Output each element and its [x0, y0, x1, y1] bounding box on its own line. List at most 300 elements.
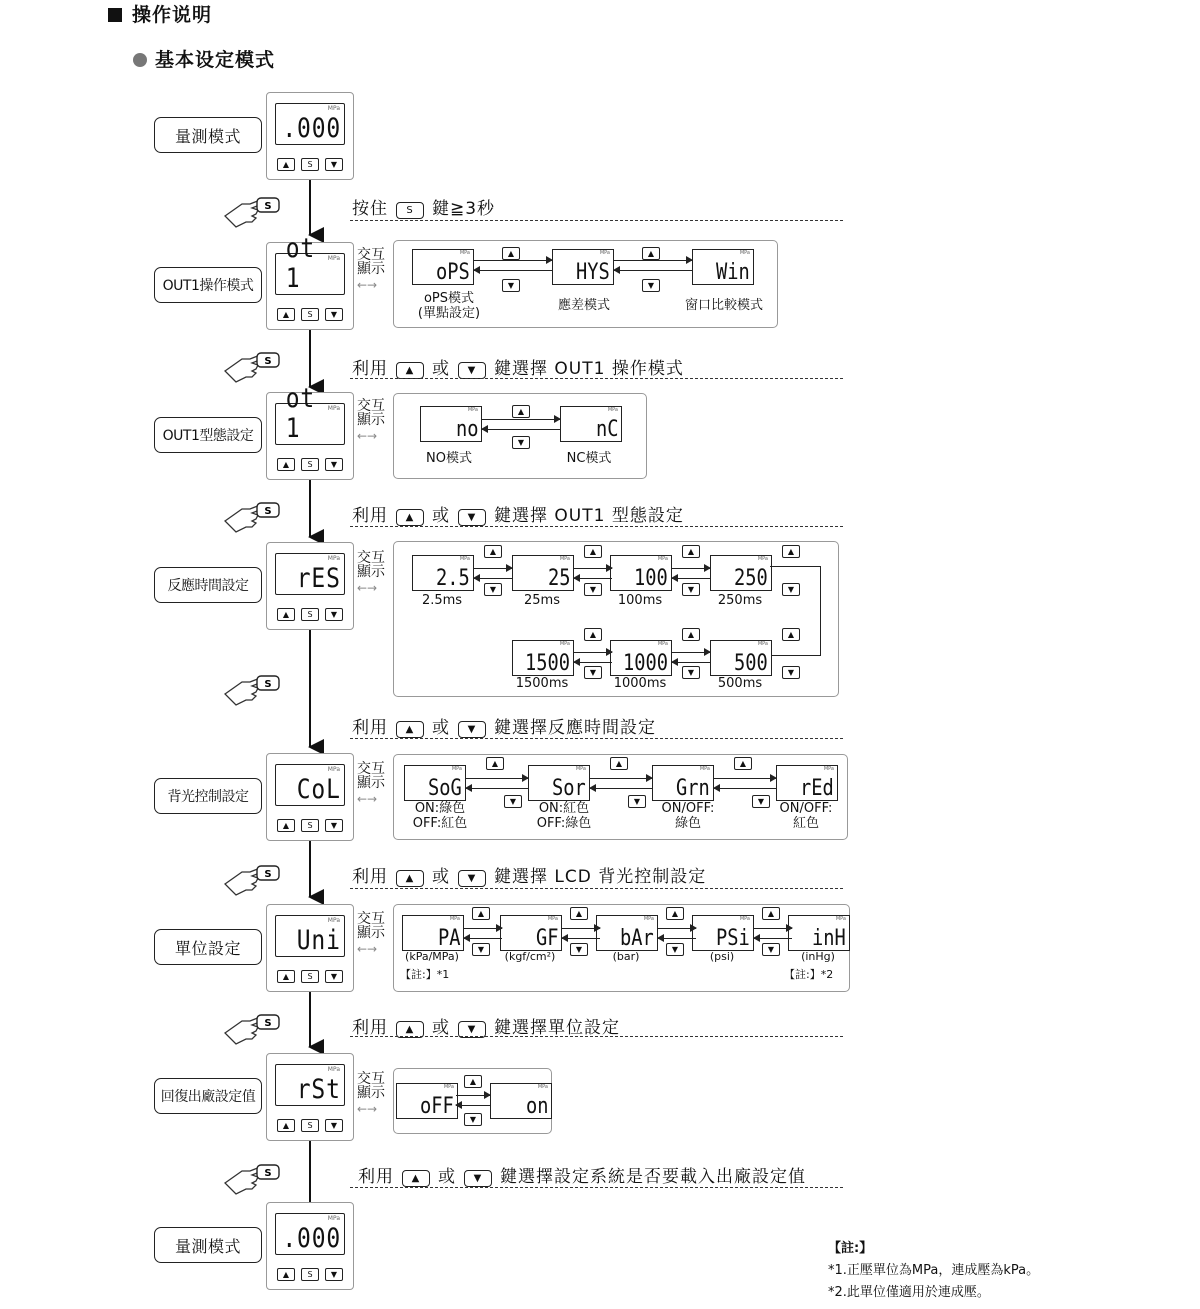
down-button[interactable]: ▼ [325, 608, 343, 621]
unit-label: MPa [599, 250, 610, 256]
instruction-press-hold: 按住 S 鍵≧3秒 [352, 199, 496, 219]
up-key-icon: ▲ [472, 907, 490, 920]
up-key-icon: ▲ [502, 247, 520, 260]
down-key-icon: ▼ [682, 583, 700, 596]
flow-arrow [590, 788, 652, 789]
unit-label: MPa [575, 766, 586, 772]
up-key-icon: ▲ [396, 721, 424, 738]
option-caption: (bar) [612, 950, 640, 963]
up-button[interactable]: ▲ [277, 1119, 295, 1132]
device-buttons [277, 158, 343, 171]
bidirectional-arrow-icon: ←→ [357, 792, 378, 806]
mini-value: no [455, 417, 478, 442]
option-caption: ON/OFF: 紅色 [779, 801, 833, 831]
flow-arrow [574, 662, 612, 663]
unit-note-right: 【註:】*2 [784, 968, 834, 981]
down-key-icon: ▼ [782, 583, 800, 596]
down-key-icon: ▼ [570, 943, 588, 956]
mini-value: 25 [547, 566, 570, 591]
loop-connector [770, 566, 821, 656]
flow-arrow [672, 652, 710, 653]
unit-label: MPa [459, 556, 470, 562]
mini-value: SoG [428, 776, 462, 801]
option-caption: 1000ms [613, 676, 667, 691]
flow-arrow [574, 578, 612, 579]
flow-arrow [474, 270, 552, 271]
option-caption: 100ms [617, 593, 663, 608]
unit-label: MPa [739, 916, 750, 922]
svg-text:S: S [264, 201, 272, 212]
down-button[interactable]: ▼ [325, 1119, 343, 1132]
unit-label: MPa [835, 916, 846, 922]
up-button[interactable]: ▲ [277, 1268, 295, 1281]
option-caption: 應差模式 [557, 298, 610, 313]
flow-arrow [672, 662, 710, 663]
mini-value: Grn [676, 776, 710, 801]
up-button[interactable]: ▲ [277, 308, 295, 321]
up-key-icon: ▲ [486, 757, 504, 770]
divider [350, 220, 843, 221]
device-display [266, 92, 354, 180]
svg-text:S: S [264, 869, 272, 880]
flow-arrow [754, 938, 792, 939]
svg-text:S: S [264, 506, 272, 517]
down-key-icon: ▼ [458, 509, 486, 526]
unit-label: MPa [327, 1066, 340, 1073]
mini-value: bAr [620, 926, 654, 951]
bidirectional-arrow-icon: ←→ [357, 1102, 378, 1116]
option-caption: 窗口比較模式 [684, 298, 763, 313]
mini-display [412, 249, 474, 285]
flow-arrow [714, 778, 776, 779]
instruction-out1-mode: 利用 ▲ 或 ▼ 鍵選擇 OUT1 操作模式 [352, 359, 684, 379]
instruction-lcd: 利用 ▲ 或 ▼ 鍵選擇 LCD 背光控制設定 [352, 867, 707, 887]
s-button[interactable]: S [301, 819, 319, 832]
up-button[interactable]: ▲ [277, 608, 295, 621]
flow-arrow [672, 578, 710, 579]
flow-arrow [464, 928, 502, 929]
down-key-icon: ▼ [584, 666, 602, 679]
down-key-icon: ▼ [458, 870, 486, 887]
unit-label: MPa [559, 556, 570, 562]
device-display [266, 904, 354, 992]
down-key-icon: ▼ [464, 1170, 492, 1187]
interact-label: 交互 顯示 ←→ [357, 1072, 389, 1116]
lcd-value: ot 1 [285, 383, 316, 444]
up-key-icon: ▲ [682, 545, 700, 558]
unit-label: MPa [327, 917, 340, 924]
lcd-screen [275, 915, 345, 957]
device-display [266, 1053, 354, 1141]
lcd-screen [275, 1064, 345, 1106]
mini-display [710, 640, 772, 676]
divider [350, 888, 843, 889]
mini-value: 1000 [622, 651, 668, 676]
up-key-icon: ▲ [610, 757, 628, 770]
unit-label: MPa [657, 641, 668, 647]
option-caption: (kPa/MPa) [405, 950, 459, 963]
s-button[interactable]: S [301, 608, 319, 621]
divider [350, 378, 843, 379]
panel-units [393, 904, 850, 992]
svg-text:S: S [264, 679, 272, 690]
up-key-icon: ▲ [396, 509, 424, 526]
mini-display [512, 640, 574, 676]
lcd-value: CoL [296, 774, 341, 805]
mini-display [490, 1083, 552, 1119]
mini-value: PA [437, 926, 460, 951]
bidirectional-arrow-icon: ←→ [357, 278, 378, 292]
flow-arrow [562, 928, 600, 929]
lcd-screen [275, 1213, 345, 1255]
lcd-value: Uni [296, 925, 341, 956]
svg-text:S: S [264, 1018, 272, 1029]
press-s-hand-icon [222, 194, 284, 228]
divider [350, 1187, 843, 1188]
device-display [266, 542, 354, 630]
unit-label: MPa [757, 556, 768, 562]
device-display [266, 233, 354, 330]
unit-label: MPa [757, 641, 768, 647]
mini-display [528, 765, 590, 801]
interact-label: 交互 顯示 ←→ [357, 551, 389, 595]
up-key-icon: ▲ [570, 907, 588, 920]
instruction-reset: 利用 ▲ 或 ▼ 鍵選擇設定系統是否要載入出廠設定值 [358, 1167, 806, 1187]
mini-display [420, 406, 482, 442]
flow-arrow [456, 1095, 490, 1096]
unit-label: MPa [607, 407, 618, 413]
unit-label: MPa [699, 766, 710, 772]
up-key-icon: ▲ [782, 628, 800, 641]
panel-backlight [393, 754, 848, 840]
unit-label: MPa [537, 1084, 548, 1090]
device-display [266, 753, 354, 841]
mini-display [610, 555, 672, 591]
interact-label: 交互 顯示 ←→ [357, 248, 389, 292]
device-buttons [277, 1119, 343, 1132]
mini-value: 100 [634, 566, 668, 591]
option-caption: ON:紅色 OFF:綠色 [536, 801, 592, 831]
mini-display [596, 915, 658, 951]
up-key-icon: ▲ [682, 628, 700, 641]
up-key-icon: ▲ [762, 907, 780, 920]
press-s-hand-icon [222, 1161, 284, 1195]
s-button[interactable]: S [301, 458, 319, 471]
up-key-icon: ▲ [666, 907, 684, 920]
panel-response-times [393, 541, 839, 697]
down-button[interactable]: ▼ [325, 458, 343, 471]
press-s-hand-icon [222, 499, 284, 533]
device-buttons [277, 308, 343, 321]
mini-value: rEd [800, 776, 834, 801]
footnote-2: *2.此單位僅適用於連成壓。 [828, 1285, 990, 1300]
unit-label: MPa [327, 1215, 340, 1222]
press-s-hand-icon [222, 672, 284, 706]
lcd-value: .000 [282, 113, 341, 144]
mini-value: 2.5 [436, 566, 470, 591]
mode-label: OUT1操作模式 [154, 267, 262, 303]
down-button[interactable]: ▼ [325, 819, 343, 832]
square-bullet-icon [108, 8, 122, 22]
divider [350, 526, 843, 527]
down-key-icon: ▼ [584, 583, 602, 596]
bidirectional-arrow-icon: ←→ [357, 581, 378, 595]
mini-display [552, 249, 614, 285]
flow-arrow [474, 260, 552, 261]
up-button[interactable]: ▲ [277, 970, 295, 983]
mini-display [412, 555, 474, 591]
s-button[interactable]: S [301, 970, 319, 983]
flow-arrow [614, 270, 692, 271]
mini-value: oPS [436, 260, 470, 285]
up-key-icon: ▲ [402, 1170, 430, 1187]
mini-display [512, 555, 574, 591]
option-caption: NC模式 [566, 451, 612, 466]
unit-label: MPa [327, 255, 340, 262]
option-caption: (psi) [709, 950, 735, 963]
down-key-icon: ▼ [782, 666, 800, 679]
device-display [266, 383, 354, 480]
up-key-icon: ▲ [512, 405, 530, 418]
mini-value: 500 [734, 651, 768, 676]
flow-arrow [574, 568, 612, 569]
up-key-icon: ▲ [396, 1021, 424, 1038]
unit-label: MPa [451, 766, 462, 772]
footnote-title: 【註:】 [828, 1241, 873, 1256]
unit-label: MPa [823, 766, 834, 772]
unit-note-left: 【註:】*1 [400, 968, 450, 981]
unit-label: MPa [327, 405, 340, 412]
option-caption: ON:綠色 OFF:紅色 [412, 801, 468, 831]
circle-bullet-icon [133, 53, 147, 67]
instruction-response: 利用 ▲ 或 ▼ 鍵選擇反應時間設定 [352, 718, 656, 738]
s-button[interactable]: S [301, 1268, 319, 1281]
mini-value: on [525, 1094, 548, 1119]
mini-display [404, 765, 466, 801]
flow-arrow [614, 260, 692, 261]
svg-text:S: S [264, 1168, 272, 1179]
panel-out1-types [393, 393, 647, 479]
flow-arrow [590, 778, 652, 779]
up-key-icon: ▲ [782, 545, 800, 558]
lcd-value: ot 1 [285, 233, 316, 294]
s-key-icon: S [396, 202, 424, 219]
device-buttons [277, 970, 343, 983]
lcd-screen [275, 233, 345, 295]
up-key-icon: ▲ [396, 870, 424, 887]
subsection-title: 基本设定模式 [133, 45, 275, 72]
mode-label: OUT1型態設定 [154, 417, 262, 453]
mini-value: GF [535, 926, 558, 951]
mini-value: nC [595, 417, 618, 442]
lcd-value: rES [296, 563, 341, 594]
mode-label: 回復出廠設定值 [154, 1078, 262, 1114]
flow-arrow [474, 578, 512, 579]
s-button[interactable]: S [301, 308, 319, 321]
option-caption: NO模式 [426, 451, 472, 466]
unit-label: MPa [443, 1084, 454, 1090]
unit-label: MPa [327, 555, 340, 562]
divider [350, 738, 843, 739]
flow-arrow [482, 419, 560, 420]
down-button[interactable]: ▼ [325, 1268, 343, 1281]
flow-arrow [464, 938, 502, 939]
lcd-screen [275, 553, 345, 595]
option-caption: oPS模式 (單點設定) [417, 291, 481, 321]
flow-arrow [562, 938, 600, 939]
mini-value: 1500 [524, 651, 570, 676]
device-buttons [277, 458, 343, 471]
device-display [266, 1202, 354, 1290]
up-key-icon: ▲ [642, 247, 660, 260]
up-key-icon: ▲ [584, 545, 602, 558]
down-key-icon: ▼ [762, 943, 780, 956]
mini-display [710, 555, 772, 591]
mode-label: 量測模式 [154, 1227, 262, 1263]
device-buttons [277, 1268, 343, 1281]
mini-display [692, 249, 754, 285]
up-button[interactable]: ▲ [277, 158, 295, 171]
unit-label: MPa [657, 556, 668, 562]
mini-display [402, 915, 464, 951]
down-key-icon: ▼ [666, 943, 684, 956]
flow-arrow [672, 568, 710, 569]
footnote-1: *1.正壓單位為MPa，連成壓為kPa。 [828, 1263, 1040, 1278]
unit-label: MPa [467, 407, 478, 413]
option-caption: 25ms [524, 593, 560, 608]
down-key-icon: ▼ [472, 943, 490, 956]
mini-value: Win [716, 260, 750, 285]
device-buttons [277, 608, 343, 621]
mini-value: Sor [552, 776, 586, 801]
down-key-icon: ▼ [628, 795, 646, 808]
bidirectional-arrow-icon: ←→ [357, 429, 378, 443]
mini-value: PSi [716, 926, 750, 951]
press-s-hand-icon [222, 349, 284, 383]
flow-arrow [714, 788, 776, 789]
unit-label: MPa [459, 250, 470, 256]
mode-label: 背光控制設定 [154, 778, 262, 814]
mode-label: 量測模式 [154, 117, 262, 153]
up-button[interactable]: ▲ [277, 458, 295, 471]
unit-label: MPa [643, 916, 654, 922]
flow-arrow [466, 788, 528, 789]
section-title: 操作说明 [108, 0, 212, 27]
mode-label: 單位設定 [154, 929, 262, 965]
mini-value: 250 [734, 566, 768, 591]
unit-label: MPa [559, 641, 570, 647]
mini-display [776, 765, 838, 801]
mini-display [652, 765, 714, 801]
mini-display [788, 915, 850, 951]
s-button[interactable]: S [301, 1119, 319, 1132]
down-key-icon: ▼ [504, 795, 522, 808]
unit-label: MPa [327, 105, 340, 112]
down-key-icon: ▼ [502, 279, 520, 292]
up-key-icon: ▲ [584, 628, 602, 641]
unit-label: MPa [449, 916, 460, 922]
option-caption: (inHg) [801, 950, 835, 963]
down-key-icon: ▼ [458, 1021, 486, 1038]
down-button[interactable]: ▼ [325, 308, 343, 321]
flow-arrow [482, 429, 560, 430]
device-buttons [277, 819, 343, 832]
s-button[interactable]: S [301, 158, 319, 171]
lcd-screen [275, 764, 345, 806]
up-key-icon: ▲ [396, 362, 424, 379]
panel-out1-modes [393, 240, 778, 328]
down-key-icon: ▼ [458, 721, 486, 738]
down-key-icon: ▼ [512, 436, 530, 449]
flow-arrow [466, 778, 528, 779]
option-caption: 2.5ms [421, 593, 463, 608]
footnotes [828, 1238, 1039, 1304]
press-s-hand-icon [222, 862, 284, 896]
up-key-icon: ▲ [484, 545, 502, 558]
bidirectional-arrow-icon: ←→ [357, 942, 378, 956]
option-caption: (kgf/cm²) [504, 950, 556, 963]
lcd-screen [275, 383, 345, 445]
up-key-icon: ▲ [734, 757, 752, 770]
press-s-hand-icon [222, 1011, 284, 1045]
down-button[interactable]: ▼ [325, 158, 343, 171]
flow-arrow [474, 568, 512, 569]
down-key-icon: ▼ [458, 362, 486, 379]
instruction-unit: 利用 ▲ 或 ▼ 鍵選擇單位設定 [352, 1018, 620, 1038]
mini-display [610, 640, 672, 676]
down-key-icon: ▼ [682, 666, 700, 679]
lcd-screen [275, 103, 345, 145]
divider [350, 1036, 843, 1037]
up-button[interactable]: ▲ [277, 819, 295, 832]
down-key-icon: ▼ [484, 583, 502, 596]
option-caption: 250ms [717, 593, 763, 608]
panel-reset [393, 1068, 552, 1134]
unit-label: MPa [739, 250, 750, 256]
down-key-icon: ▼ [752, 795, 770, 808]
mini-value: oFF [420, 1094, 454, 1119]
flow-arrow [574, 652, 612, 653]
mini-display [560, 406, 622, 442]
unit-label: MPa [547, 916, 558, 922]
mini-display [692, 915, 754, 951]
interact-label: 交互 顯示 ←→ [357, 762, 389, 806]
option-caption: ON/OFF: 綠色 [661, 801, 715, 831]
option-caption: 500ms [717, 676, 763, 691]
interact-label: 交互 顯示 ←→ [357, 912, 389, 956]
svg-text:S: S [264, 356, 272, 367]
flow-arrow [658, 928, 696, 929]
instruction-out1-type: 利用 ▲ 或 ▼ 鍵選擇 OUT1 型態設定 [352, 506, 684, 526]
option-caption: 1500ms [515, 676, 569, 691]
mini-value: inH [812, 926, 846, 951]
down-button[interactable]: ▼ [325, 970, 343, 983]
lcd-value: rSt [296, 1074, 341, 1105]
down-key-icon: ▼ [642, 279, 660, 292]
mode-label: 反應時間設定 [154, 567, 262, 603]
mini-value: HYS [576, 260, 610, 285]
up-key-icon: ▲ [464, 1075, 482, 1088]
mini-display [500, 915, 562, 951]
unit-label: MPa [327, 766, 340, 773]
mini-display [396, 1083, 458, 1119]
down-key-icon: ▼ [464, 1113, 482, 1126]
interact-label: 交互 顯示 ←→ [357, 399, 389, 443]
flow-arrow [754, 928, 792, 929]
flow-arrow [658, 938, 696, 939]
lcd-value: .000 [282, 1223, 341, 1254]
flow-arrow [456, 1105, 490, 1106]
